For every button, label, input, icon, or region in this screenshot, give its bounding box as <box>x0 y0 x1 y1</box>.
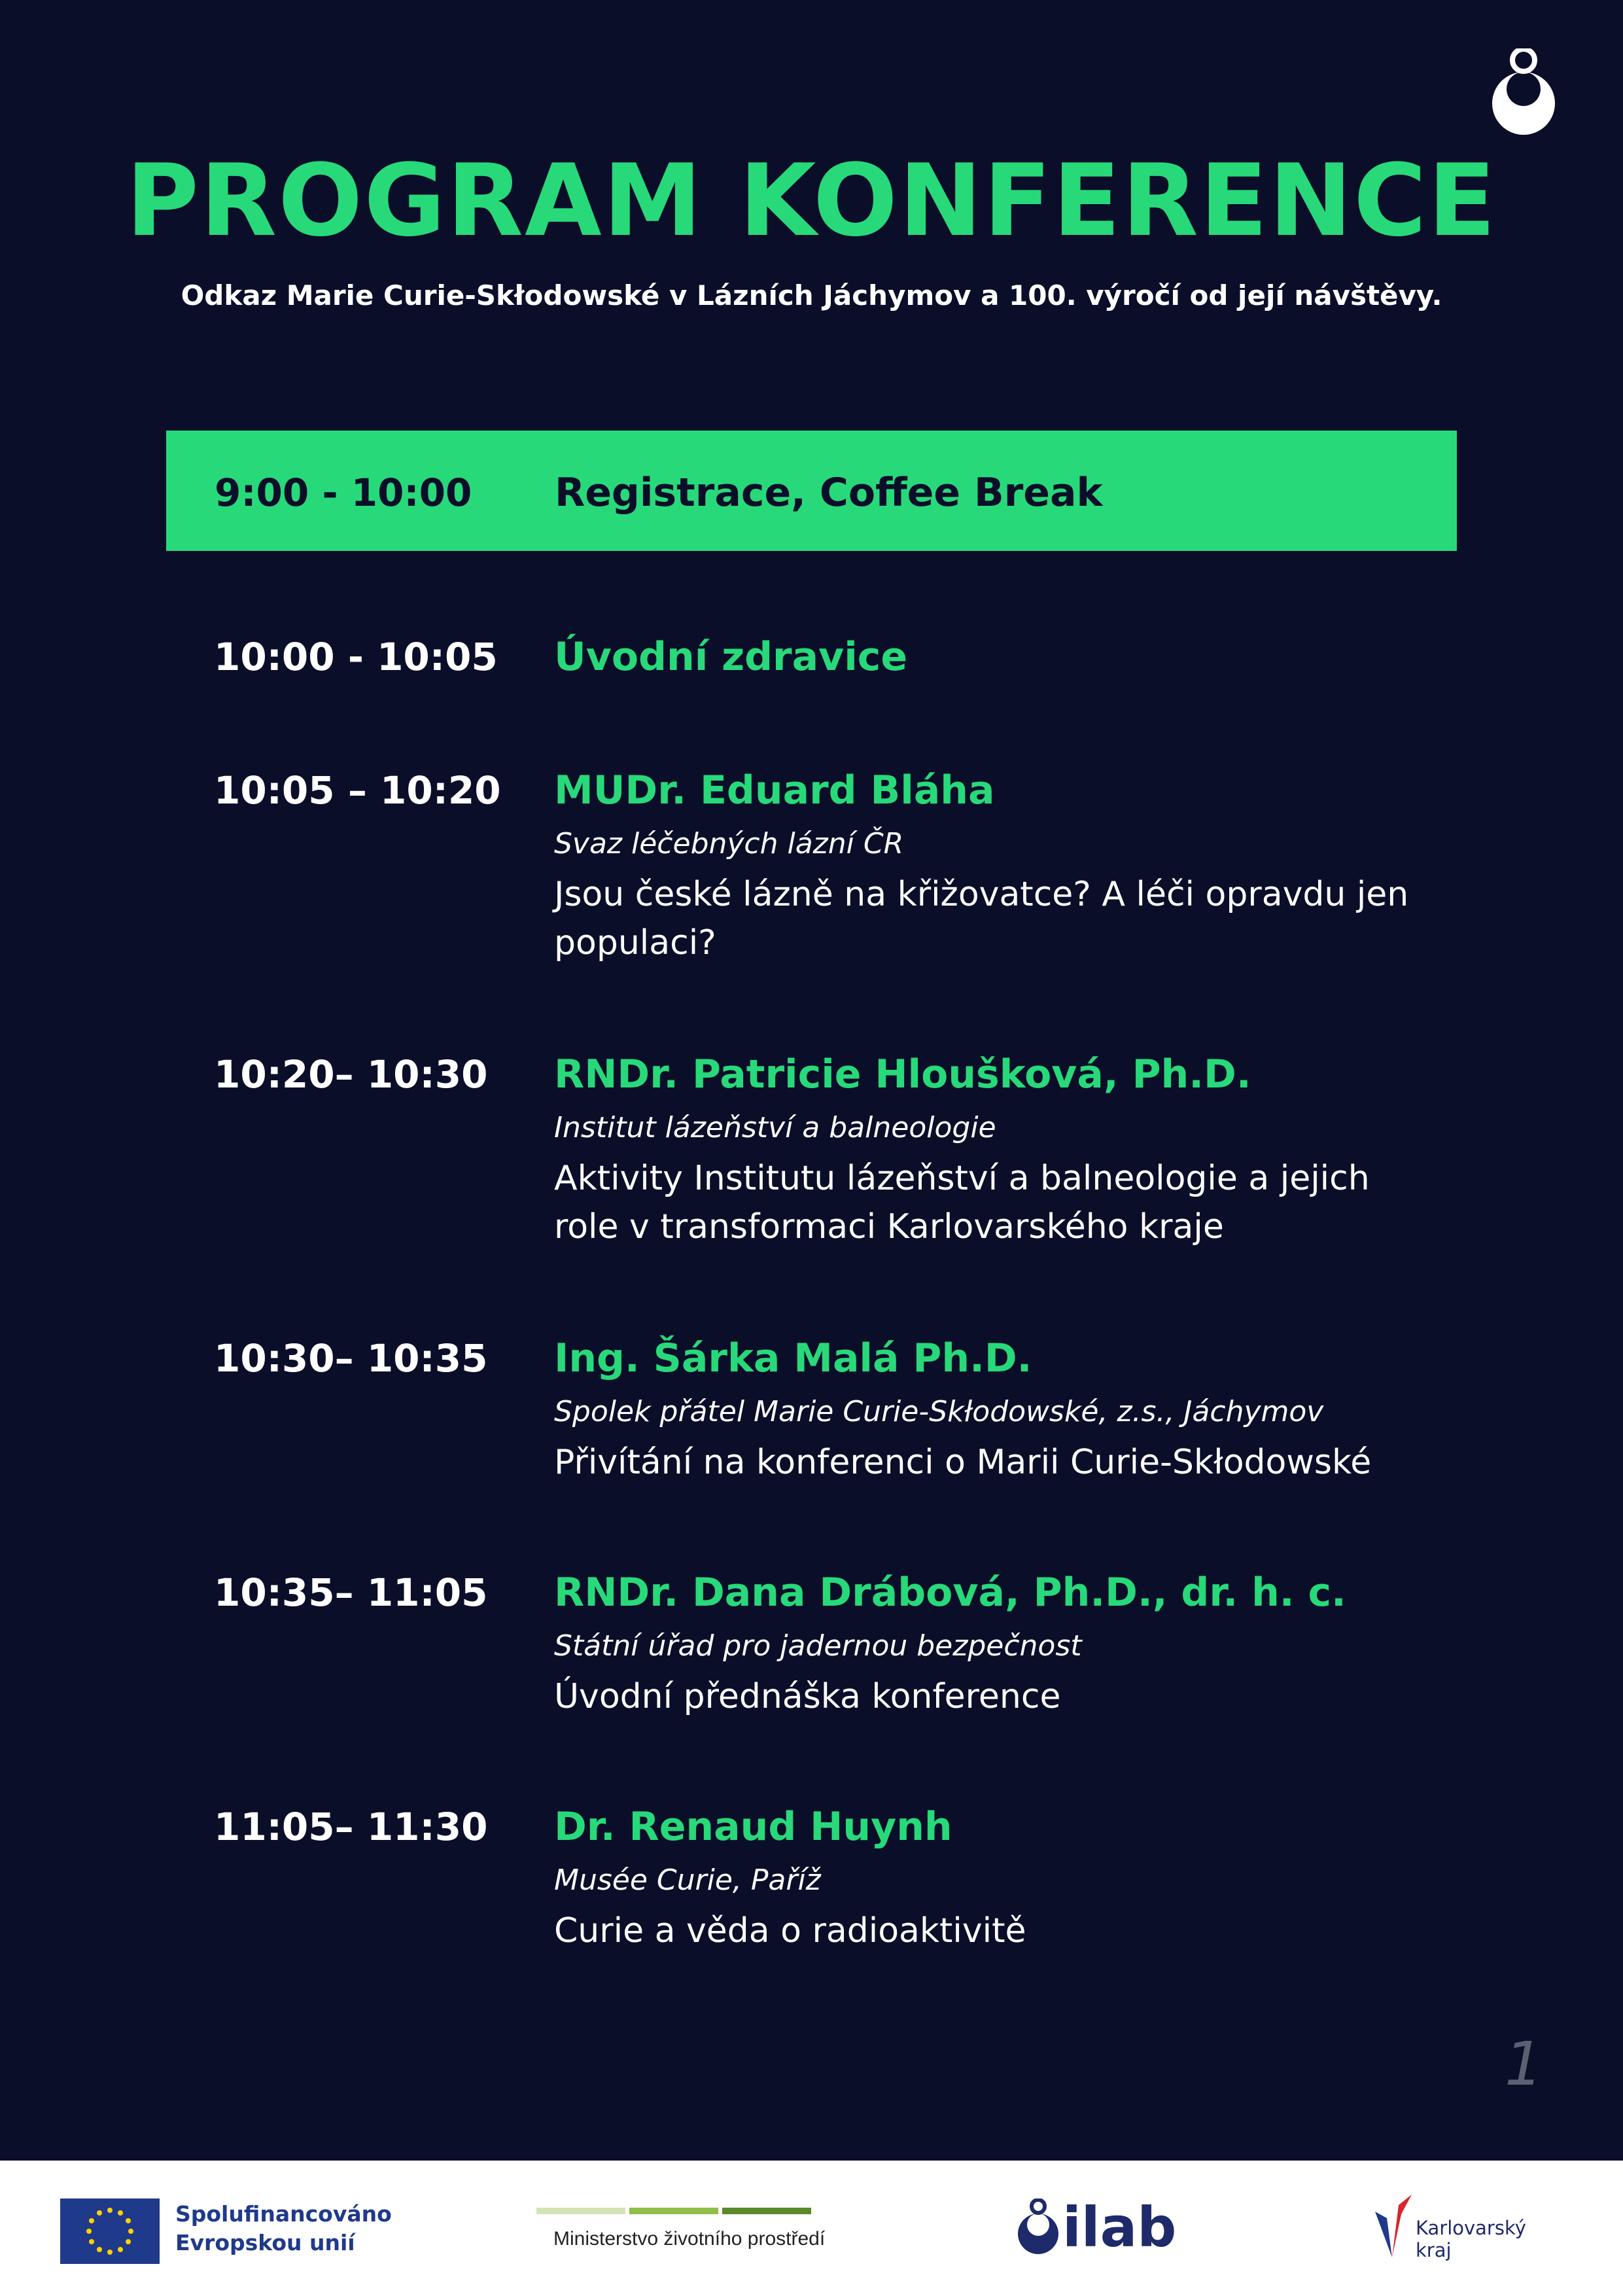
item-speaker: RNDr. Dana Drábová, Ph.D., dr. h. c. <box>554 1570 1346 1616</box>
item-talk-title: Aktivity Institutu lázeňství a balneologie a jejich role v transformaci Karlovarského kraje <box>554 1159 1370 1246</box>
ministry-logo-bars-icon <box>536 2208 811 2217</box>
ilab-wordmark: ilab <box>1062 2195 1177 2259</box>
item-talk-title: Curie a věda o radioaktivitě <box>554 1911 1026 1951</box>
item-organization: Musée Curie, Paříž <box>554 1863 821 1897</box>
eu-cofunding-text <box>175 2200 392 2257</box>
ministry-name: Ministerstvo životního prostředí <box>553 2228 826 2250</box>
eu-text-line1: Spolufinancováno <box>175 2201 392 2227</box>
item-organization: Svaz léčebných lázní ČR <box>554 827 904 860</box>
kk-text-line2: kraj <box>1416 2239 1452 2261</box>
item-time: 10:00 - 10:05 <box>214 635 498 679</box>
sponsor-footer <box>0 2161 1623 2296</box>
ilab-logo-icon <box>1489 48 1558 135</box>
eu-text-line2: Evropskou unií <box>175 2230 355 2255</box>
item-time: 10:30– 10:35 <box>214 1336 488 1381</box>
item-organization: Institut lázeňství a balneologie <box>554 1111 996 1144</box>
item-time: 10:35– 11:05 <box>214 1570 488 1615</box>
item-organization: Státní úřad pro jadernou bezpečnost <box>554 1629 1082 1663</box>
page-subtitle: Odkaz Marie Curie-Skłodowské v Lázních Jáchymov a 100. výročí od její návštěvy. <box>181 279 1442 311</box>
item-time: 10:20– 10:30 <box>214 1052 488 1097</box>
registration-row <box>166 431 1457 551</box>
karlovarsky-kraj-text <box>1416 2217 1526 2261</box>
item-speaker: MUDr. Eduard Bláha <box>554 768 995 813</box>
page-title: PROGRAM KONFERENCE <box>126 143 1497 258</box>
page-number: 1 <box>1505 2029 1543 2099</box>
ilab-logo-icon <box>1015 2199 1061 2255</box>
item-speaker: Dr. Renaud Huynh <box>554 1804 952 1850</box>
item-time: 10:05 – 10:20 <box>214 768 501 813</box>
item-talk-title: Přivítání na konferenci o Marii Curie-Skłodowské <box>554 1443 1372 1482</box>
item-speaker: Ing. Šárka Malá Ph.D. <box>554 1335 1032 1381</box>
item-time: 11:05– 11:30 <box>214 1805 488 1849</box>
item-talk-title: Jsou české lázně na křižovatce? A léči opravdu jen populaci? <box>554 875 1409 963</box>
item-organization: Spolek přátel Marie Curie-Skłodowské, z.s., Jáchymov <box>554 1395 1324 1428</box>
registration-time: 9:00 - 10:00 <box>215 470 472 515</box>
eu-flag-icon <box>60 2199 160 2264</box>
karlovarsky-kraj-logo-icon <box>1372 2192 1418 2264</box>
item-talk-title: Úvodní přednáška konference <box>554 1677 1061 1716</box>
item-speaker: Úvodní zdravice <box>554 634 908 680</box>
registration-label: Registrace, Coffee Break <box>555 470 1103 516</box>
kk-text-line1: Karlovarský <box>1416 2217 1526 2239</box>
item-speaker: RNDr. Patricie Hloušková, Ph.D. <box>554 1051 1251 1097</box>
